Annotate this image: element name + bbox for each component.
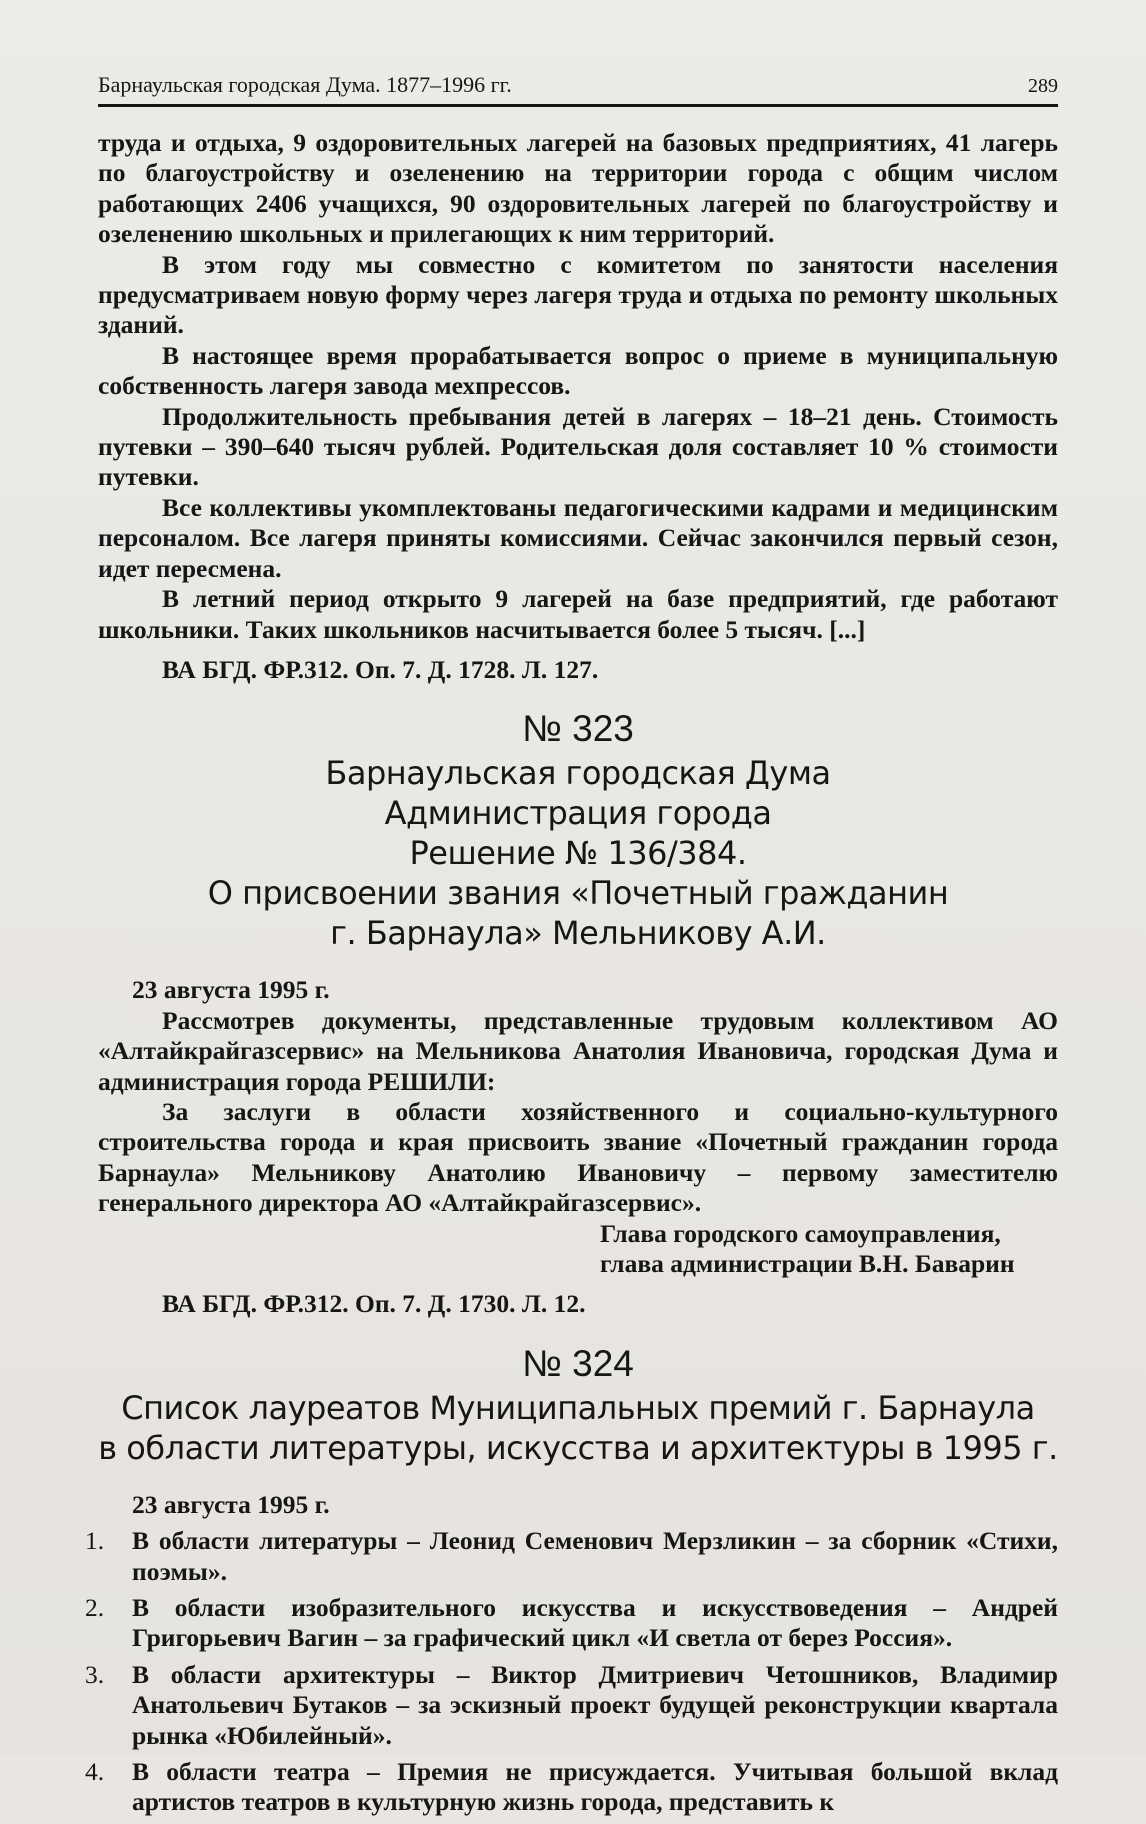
list-item-text: В области литературы – Леонид Семенович Мерзликин – за сборник «Стихи, поэмы».: [132, 1526, 1058, 1586]
paragraph-1: труда и отдыха, 9 оздоровительных лагерей на базовых предприятиях, 41 лагерь по благоустройству и озеленению на территории города с общим числом работающих 2406 учащихся, 90 оздоровительных лагерей по благоустройству и озеленению школьных и прилегающих к ним территорий.: [98, 128, 1058, 249]
list-item-text: В области театра – Премия не присуждается. Учитывая большой вклад артистов театров в культурную жизнь города, представить к: [132, 1757, 1058, 1817]
list-item-text: В области изобразительного искусства и искусствоведения – Андрей Григорьевич Вагин – за графический цикл «И светла от берез Россия».: [132, 1593, 1058, 1653]
document-323: [98, 709, 1058, 1319]
document-title-line: Барнаульская городская Дума: [325, 754, 831, 793]
list-item: [85, 1593, 1058, 1654]
document-title-line: Решение № 136/384.: [409, 834, 747, 873]
list-item: [85, 1526, 1058, 1587]
list-item: [85, 1757, 1058, 1818]
signature-line: Глава городского самоуправления,: [600, 1218, 1001, 1248]
document-number: № 324: [522, 1342, 634, 1384]
paragraph-4: Продолжительность пребывания детей в лагерях – 18–21 день. Стоимость путевки – 390–640 тысяч рублей. Родительская доля составляет 10 % стоимости путевки.: [98, 401, 1058, 492]
document-title-line: г. Барнаула» Мельникову А.И.: [330, 914, 826, 953]
archive-source-2: ВА БГД. ФР.312. Оп. 7. Д. 1730. Л. 12.: [162, 1289, 586, 1319]
document-paragraph: Рассмотрев документы, представленные трудовым коллективом АО «Алтайкрайгазсервис» на Мельникова Анатолия Ивановича, городская Дума и администрация города РЕШИЛИ:: [98, 1005, 1058, 1096]
document-title-line: Список лауреатов Муниципальных премий г. Барнаула: [121, 1388, 1035, 1427]
archive-source-1: ВА БГД. ФР.312. Оп. 7. Д. 1728. Л. 127.: [162, 654, 599, 684]
running-header: [98, 72, 1058, 107]
document-date: 23 августа 1995 г.: [132, 1489, 330, 1519]
paragraph-2: В этом году мы совместно с комитетом по занятости населения предусматриваем новую форму через лагеря труда и отдыха по ремонту школьных зданий.: [98, 249, 1058, 340]
document-title-line: в области литературы, искусства и архитектуры в 1995 г.: [98, 1428, 1058, 1467]
list-item-number: 4.: [85, 1757, 105, 1787]
list-item-number: 3.: [85, 1659, 105, 1689]
document-title-line: О присвоении звания «Почетный гражданин: [207, 874, 949, 913]
list-item: [85, 1659, 1058, 1751]
signature-line: глава администрации В.Н. Баварин: [600, 1248, 1015, 1278]
list-item-number: 2.: [85, 1593, 105, 1622]
document-paragraph: За заслуги в области хозяйственного и социально-культурного строительства города и края присвоить звание «Почетный гражданин города Барнаула» Мельникову Анатолию Ивановичу – первому заместителю генерального директора АО «Алтайкрайгазсервис».: [98, 1096, 1058, 1218]
paragraph-6: В летний период открыто 9 лагерей на базе предприятий, где работают школьники. Таких школьников насчитывается более 5 тысяч. [...]: [98, 584, 1058, 644]
list-item-text: В области архитектуры – Виктор Дмитриевич Четошников, Владимир Анатольевич Бутаков – за эскизный проект будущей реконструкции квартала рынка «Юбилейный».: [132, 1659, 1058, 1750]
document-324: [85, 1342, 1058, 1818]
page-number: 289: [1028, 75, 1058, 97]
document-number: № 323: [522, 708, 634, 750]
document-title-line: Администрация города: [384, 794, 772, 833]
running-header-title: Барнаульская городская Дума. 1877–1996 гг.: [98, 72, 512, 97]
paragraph-5: Все коллективы укомплектованы педагогическими кадрами и медицинским персоналом. Все лагеря приняты комиссиями. Сейчас закончился первый сезон, идет пересмена.: [98, 492, 1058, 583]
document-date: 23 августа 1995 г.: [132, 975, 330, 1005]
list-item-number: 1.: [85, 1526, 105, 1556]
laureate-list: [85, 1526, 1058, 1818]
page-body: [85, 128, 1058, 1824]
paragraph-3: В настоящее время прорабатывается вопрос о приеме в муниципальную собственность лагеря завода мехпрессов.: [98, 340, 1058, 401]
